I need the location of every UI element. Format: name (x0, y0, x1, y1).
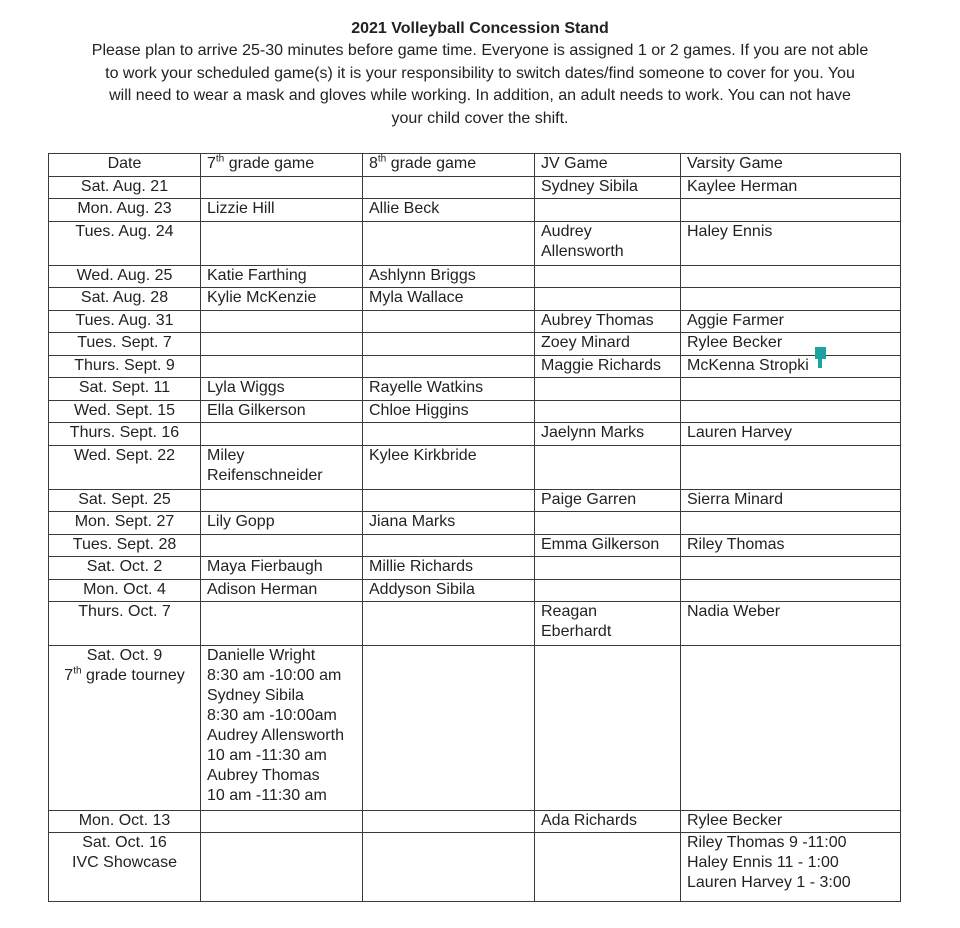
cell-line: Tues. Sept. 7 (77, 334, 172, 351)
eighth-grade-cell (363, 176, 535, 199)
cell-line: Wed. Sept. 15 (73, 401, 176, 419)
cell-line: Paige Garren (541, 490, 637, 508)
date-cell (49, 355, 201, 378)
seventh-grade-cell (201, 579, 363, 602)
date-cell (49, 445, 201, 489)
table-row (49, 310, 901, 333)
jv-cell (535, 646, 681, 811)
varsity-cell (681, 176, 901, 199)
header-7th-grade (201, 154, 363, 177)
cell-line: Rylee Becker (687, 334, 783, 351)
jv-cell (535, 810, 681, 833)
jv-cell (535, 489, 681, 512)
varsity-cell (681, 602, 901, 646)
cell-line: Tues. Sept. 28 (72, 535, 177, 553)
table-row (49, 288, 901, 311)
cell-line: 10 am -11:30 am (207, 787, 327, 804)
cell-line: Lauren Harvey 1 - 3:00 (687, 874, 851, 892)
cell-line: Eberhardt (541, 623, 612, 640)
instructions-line: to work your scheduled game(s) it is your responsibility to switch dates/find someone to cover for you. You (105, 64, 855, 82)
document-title: 2021 Volleyball Concession Stand (351, 20, 609, 37)
table-row (49, 534, 901, 557)
header-7th-ordinal: th (215, 153, 225, 165)
date-cell (49, 310, 201, 333)
seventh-grade-cell (201, 176, 363, 199)
jv-cell (535, 310, 681, 333)
seventh-grade-cell (201, 646, 363, 811)
seventh-grade-cell (201, 333, 363, 356)
cell-line: McKenna Stropki (687, 356, 809, 374)
cell-line: Thurs. Sept. 16 (69, 424, 180, 441)
varsity-cell (681, 557, 901, 580)
table-row (49, 176, 901, 199)
cell-line: Tues. Aug. 24 (75, 222, 174, 240)
cell-line: Katie Farthing (207, 266, 307, 284)
varsity-cell (681, 310, 901, 333)
cell-line: Kaylee Herman (687, 177, 798, 195)
table-row (49, 400, 901, 423)
date-cell (49, 199, 201, 222)
cell-line: Emma Gilkerson (541, 535, 660, 553)
cell-line: Mon. Oct. 4 (83, 580, 166, 598)
table-header-row (49, 154, 901, 177)
cell-line: Ada Richards (541, 811, 638, 829)
jv-cell (535, 423, 681, 446)
date-cell (49, 333, 201, 356)
cell-line: Sydney Sibila (207, 687, 304, 704)
seventh-grade-cell (201, 265, 363, 288)
jv-cell (535, 199, 681, 222)
cell-line: Sat. Oct. 2 (86, 558, 163, 575)
jv-cell (535, 176, 681, 199)
cell-line: Sat. Oct. 16 (82, 834, 167, 852)
cell-line: Ashlynn Briggs (369, 266, 476, 284)
tourney-ordinal: th (73, 665, 82, 677)
cell-line: Sierra Minard (687, 490, 784, 508)
date-cell (49, 176, 201, 199)
jv-cell (535, 400, 681, 423)
instructions-line: will need to wear a mask and gloves while working. In addition, an adult needs to work. You can not have (109, 87, 851, 104)
seventh-grade-cell (201, 534, 363, 557)
eighth-grade-cell (363, 333, 535, 356)
seventh-grade-cell (201, 602, 363, 646)
date-cell (49, 602, 201, 646)
jv-cell (535, 557, 681, 580)
cell-line: Allie Beck (369, 200, 440, 217)
jv-cell (535, 534, 681, 557)
cell-line: Mon. Oct. 13 (78, 811, 171, 829)
cell-line: Aubrey Thomas (207, 767, 320, 784)
eighth-grade-cell (363, 534, 535, 557)
eighth-grade-cell (363, 400, 535, 423)
eighth-grade-cell (363, 288, 535, 311)
seventh-grade-cell (201, 400, 363, 423)
jv-cell (535, 355, 681, 378)
cell-line: Adison Herman (207, 580, 318, 598)
seventh-grade-cell (201, 355, 363, 378)
date-cell (49, 265, 201, 288)
eighth-grade-cell (363, 602, 535, 646)
table-row (49, 810, 901, 833)
seventh-grade-cell (201, 221, 363, 265)
cell-line: Millie Richards (369, 558, 474, 575)
cell-line: Ella Gilkerson (207, 401, 306, 419)
table-row (49, 333, 901, 356)
cell-line: IVC Showcase (72, 854, 177, 872)
cell-line: Lizzie Hill (207, 200, 275, 217)
cell-line: Wed. Aug. 25 (76, 266, 173, 284)
table-row (49, 557, 901, 580)
eighth-grade-cell (363, 810, 535, 833)
seventh-grade-cell (201, 199, 363, 222)
table-row (49, 199, 901, 222)
date-cell (49, 288, 201, 311)
seventh-grade-cell (201, 810, 363, 833)
table-row (49, 833, 901, 902)
table-row (49, 445, 901, 489)
cell-line: Sat. Aug. 28 (80, 289, 169, 306)
cell-line: Haley Ennis 11 - 1:00 (687, 854, 839, 872)
varsity-cell (681, 646, 901, 811)
instructions-line: your child cover the shift. (391, 109, 569, 127)
varsity-cell (681, 333, 901, 356)
cell-line: Thurs. Oct. 7 (78, 603, 171, 620)
date-cell (49, 646, 201, 811)
date-cell (49, 378, 201, 401)
varsity-cell (681, 288, 901, 311)
cell-line: Sat. Aug. 21 (80, 177, 169, 195)
cell-line: 8:30 am -10:00 am (207, 667, 342, 684)
cell-line: Kylie McKenzie (207, 289, 317, 306)
cell-line: Addyson Sibila (369, 580, 475, 598)
eighth-grade-cell (363, 378, 535, 401)
cell-line: Maggie Richards (541, 356, 662, 374)
cell-line: Sat. Oct. 9 (86, 647, 163, 664)
eighth-grade-cell (363, 646, 535, 811)
header-7th-label: grade game (224, 155, 315, 172)
seventh-grade-cell (201, 489, 363, 512)
cell-line: Haley Ennis (687, 222, 773, 240)
tourney-number: 7 (64, 667, 74, 684)
varsity-cell (681, 423, 901, 446)
date-cell (49, 400, 201, 423)
cell-line: Jaelynn Marks (541, 424, 645, 441)
date-cell (49, 579, 201, 602)
varsity-cell (681, 400, 901, 423)
header-7th-number: 7 (207, 155, 216, 172)
eighth-grade-cell (363, 221, 535, 265)
table-row (49, 265, 901, 288)
cell-line: Audrey (541, 222, 592, 240)
cell-line: Riley Thomas (687, 535, 785, 553)
varsity-cell (681, 489, 901, 512)
cell-line: Audrey Allensworth (207, 727, 344, 744)
cell-line: Reagan (541, 603, 598, 620)
cell-line: Allensworth (541, 242, 624, 260)
cell-line: Danielle Wright (207, 647, 316, 664)
jv-cell (535, 602, 681, 646)
seventh-grade-cell (201, 833, 363, 902)
cell-line: Lily Gopp (207, 513, 275, 530)
eighth-grade-cell (363, 833, 535, 902)
cell-line: 10 am -11:30 am (207, 747, 327, 764)
cell-line: Reifenschneider (207, 466, 323, 484)
header-varsity: Varsity Game (681, 154, 901, 177)
cell-line: Aubrey Thomas (541, 311, 654, 329)
date-cell (49, 221, 201, 265)
cell-line: Aggie Farmer (687, 311, 784, 329)
cell-line: Rylee Becker (687, 811, 783, 829)
varsity-cell (681, 378, 901, 401)
table-row (49, 378, 901, 401)
table-row (49, 221, 901, 265)
jv-cell (535, 265, 681, 288)
cell-line: Sat. Sept. 25 (78, 490, 171, 508)
table-row (49, 423, 901, 446)
jv-cell (535, 288, 681, 311)
concession-schedule-table (48, 153, 901, 902)
jv-cell (535, 833, 681, 902)
eighth-grade-cell (363, 265, 535, 288)
eighth-grade-cell (363, 199, 535, 222)
cell-line: Rayelle Watkins (369, 379, 484, 396)
eighth-grade-cell (363, 579, 535, 602)
date-cell (49, 833, 201, 902)
date-cell (49, 423, 201, 446)
date-cell (49, 557, 201, 580)
date-cell (49, 489, 201, 512)
cell-line: Jiana Marks (369, 513, 456, 530)
tourney-note (53, 666, 196, 686)
varsity-cell (681, 833, 901, 902)
seventh-grade-cell (201, 557, 363, 580)
eighth-grade-cell (363, 557, 535, 580)
table-row (49, 355, 901, 378)
jv-cell (535, 378, 681, 401)
eighth-grade-cell (363, 310, 535, 333)
header-8th-ordinal: th (377, 153, 387, 165)
varsity-cell (681, 199, 901, 222)
table-row (49, 489, 901, 512)
seventh-grade-cell (201, 288, 363, 311)
seventh-grade-cell (201, 423, 363, 446)
cell-line: Tues. Aug. 31 (75, 311, 174, 329)
cell-line: Lyla Wiggs (207, 379, 285, 396)
cell-line: Sat. Sept. 11 (78, 379, 171, 396)
header-8th-number: 8 (369, 155, 378, 172)
jv-cell (535, 579, 681, 602)
cell-line: Riley Thomas 9 -11:00 (687, 834, 847, 852)
varsity-cell (681, 221, 901, 265)
cell-line: Maya Fierbaugh (207, 558, 323, 575)
eighth-grade-cell (363, 445, 535, 489)
varsity-cell (681, 355, 901, 378)
seventh-grade-cell (201, 512, 363, 535)
varsity-cell (681, 579, 901, 602)
varsity-cell (681, 534, 901, 557)
varsity-cell (681, 265, 901, 288)
cell-line: Sydney Sibila (541, 177, 638, 195)
header-8th-grade (363, 154, 535, 177)
cell-line: Nadia Weber (687, 603, 781, 620)
header-date: Date (49, 154, 201, 177)
cell-line: Chloe Higgins (369, 401, 469, 419)
tourney-label: grade tourney (81, 667, 185, 684)
instructions-line: Please plan to arrive 25-30 minutes before game time. Everyone is assigned 1 or 2 games. If you are not able (91, 42, 869, 59)
cell-line: Wed. Sept. 22 (73, 446, 176, 464)
cell-line: Lauren Harvey (687, 424, 792, 441)
varsity-cell (681, 445, 901, 489)
cell-line: 8:30 am -10:00am (207, 707, 337, 724)
instructions-paragraph (58, 40, 902, 130)
jv-cell (535, 445, 681, 489)
date-cell (49, 810, 201, 833)
eighth-grade-cell (363, 489, 535, 512)
varsity-cell (681, 810, 901, 833)
cell-line: Mon. Sept. 27 (74, 513, 175, 530)
cell-line: Mon. Aug. 23 (77, 200, 172, 217)
header-8th-label: grade game (386, 155, 477, 172)
table-row (49, 646, 901, 811)
date-cell (49, 534, 201, 557)
cell-line: Miley (207, 446, 245, 464)
jv-cell (535, 512, 681, 535)
eighth-grade-cell (363, 512, 535, 535)
jv-cell (535, 333, 681, 356)
header-jv: JV Game (535, 154, 681, 177)
cell-line: Thurs. Sept. 9 (74, 356, 175, 374)
jv-cell (535, 221, 681, 265)
seventh-grade-cell (201, 445, 363, 489)
seventh-grade-cell (201, 378, 363, 401)
varsity-cell (681, 512, 901, 535)
eighth-grade-cell (363, 423, 535, 446)
text-cursor-marker-icon (815, 347, 826, 359)
cell-line: Zoey Minard (541, 334, 630, 351)
table-row (49, 602, 901, 646)
cell-line: Myla Wallace (369, 289, 464, 306)
eighth-grade-cell (363, 355, 535, 378)
seventh-grade-cell (201, 310, 363, 333)
cell-line: Kylee Kirkbride (369, 446, 477, 464)
table-row (49, 512, 901, 535)
date-cell (49, 512, 201, 535)
table-row (49, 579, 901, 602)
